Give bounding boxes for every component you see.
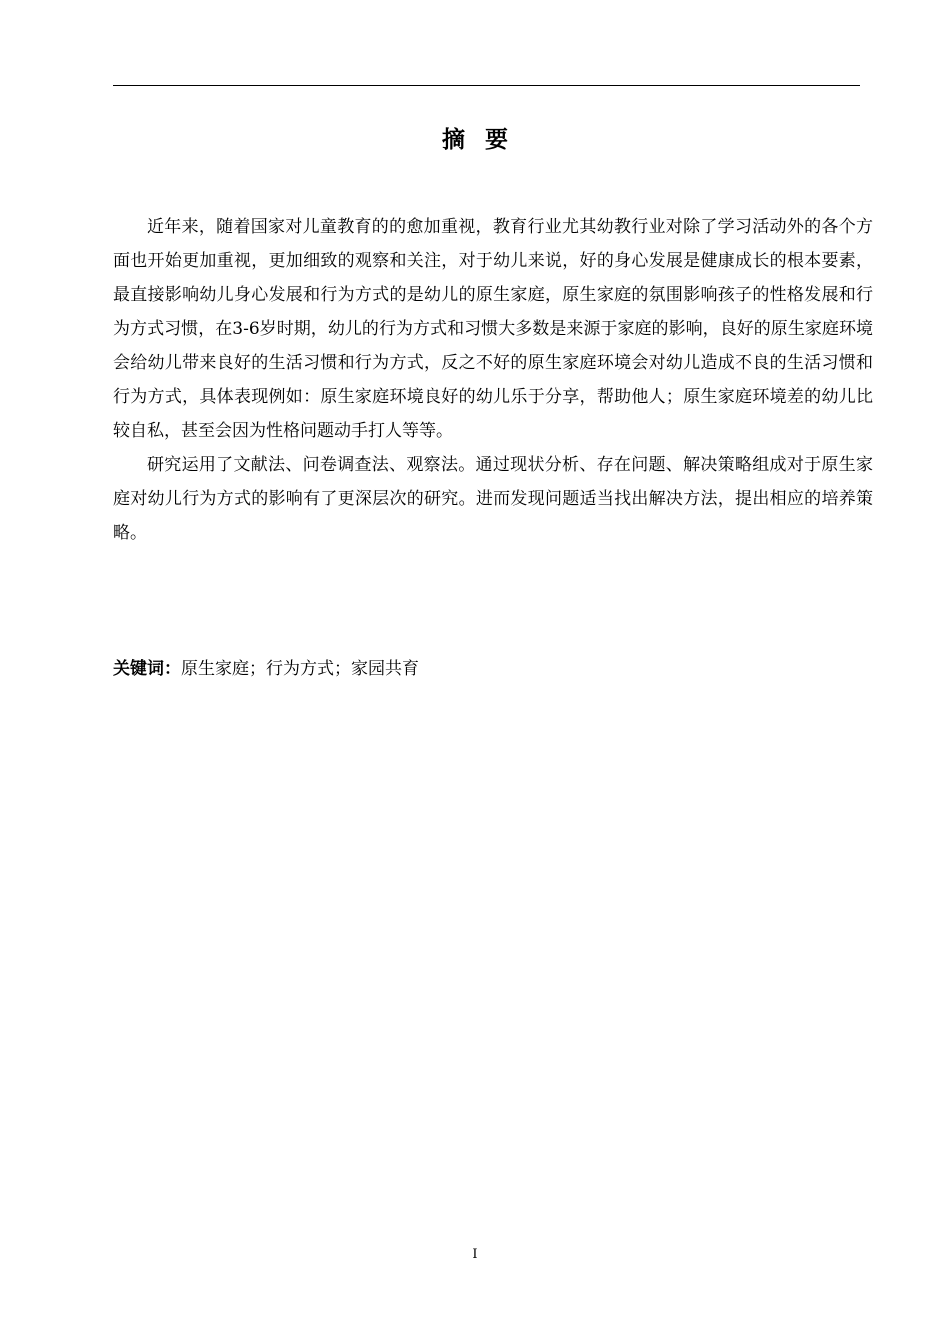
keywords-value: 原生家庭；行为方式；家园共育 <box>181 659 419 679</box>
page-number: I <box>472 1247 478 1262</box>
page-title: 摘要 <box>442 127 528 153</box>
keywords-label: 关键词： <box>113 659 181 679</box>
header-rule <box>113 85 860 86</box>
abstract-paragraph-1: 近年来，随着国家对儿童教育的的愈加重视，教育行业尤其幼教行业对除了学习活动外的各个方面也开始更加重视，更加细致的观察和关注，对于幼儿来说，好的身心发展是健康成长的根本要素，最直接影响幼儿身心发展和行为方式的是幼儿的原生家庭，原生家庭的氛围影响孩子的性格发展和行为方式习惯，在3-6岁时期，幼儿的行为方式和习惯大多数是来源于家庭的影响，良好的原生家庭环境会给幼儿带来良好的生活习惯和行为方式，反之不好的原生家庭环境会对幼儿造成不良的生活习惯和行为方式，具体表现例如：原生家庭环境良好的幼儿乐于分享，帮助他人；原生家庭环境差的幼儿比较自私，甚至会因为性格问题动手打人等等。 <box>113 217 873 441</box>
keywords-line <box>113 652 860 686</box>
abstract-paragraph-2: 研究运用了文献法、问卷调查法、观察法。通过现状分析、存在问题、解决策略组成对于原生家庭对幼儿行为方式的影响有了更深层次的研究。进而发现问题适当找出解决方法，提出相应的培养策略。 <box>113 455 873 543</box>
abstract-body <box>113 210 873 550</box>
